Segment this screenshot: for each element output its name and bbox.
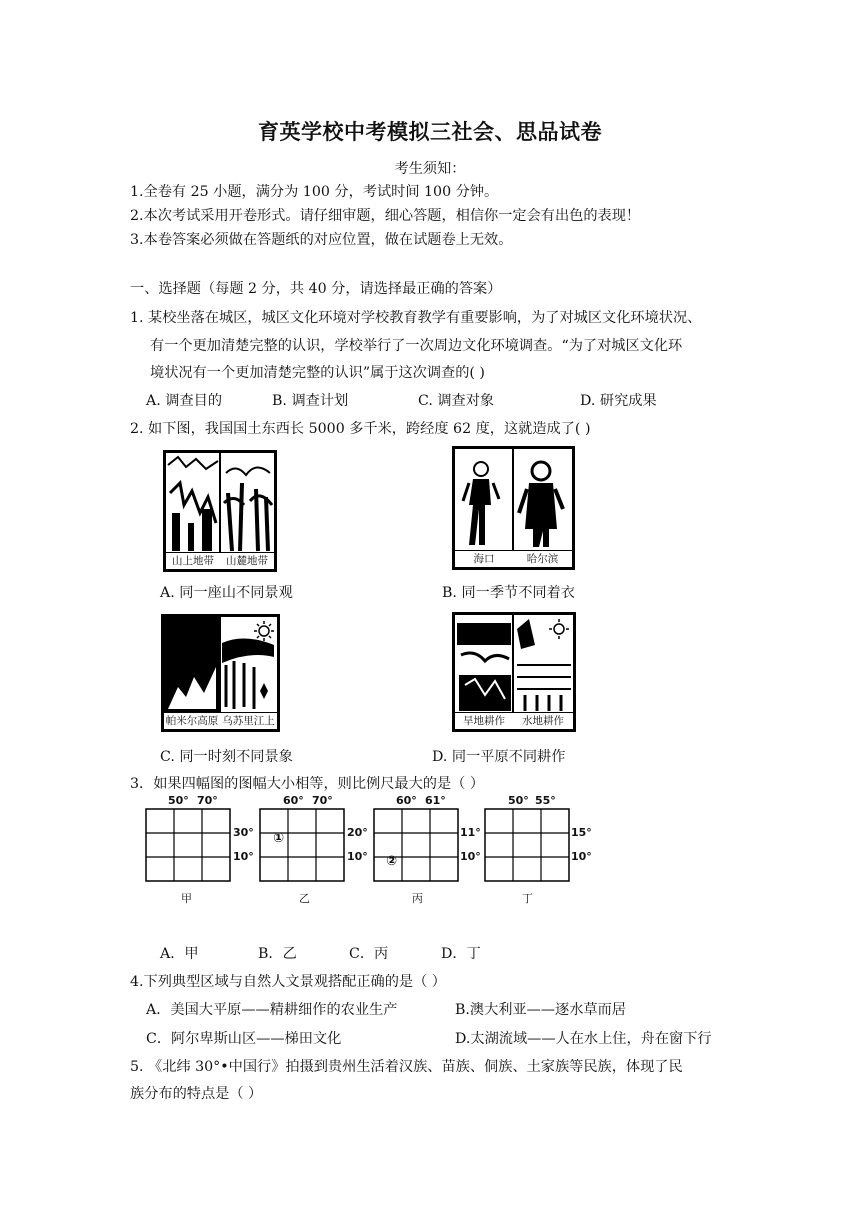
grid-right-label: 10° — [347, 850, 368, 863]
time-illustration — [164, 617, 277, 713]
figure-caption: 帕米尔高原 — [164, 712, 221, 729]
map-grid-jia — [145, 808, 231, 882]
grid-right-label: 30° — [233, 826, 254, 839]
question-1-line: 境状况有一个更加清楚完整的认识”属于这次调查的( ) — [150, 365, 485, 381]
notice-item: 1.全卷有 25 小题，满分为 100 分，考试时间 100 分钟。 — [130, 184, 499, 200]
grid-mark: ② — [386, 854, 398, 869]
grid-top-label: 50° — [508, 794, 529, 807]
clothing-illustration — [455, 449, 572, 551]
figure-same-time — [161, 614, 280, 732]
notice-item: 3.本卷答案必须做在答题纸的对应位置，做在试题卷上无效。 — [130, 232, 513, 248]
section-heading: 一、选择题（每题 2 分，共 40 分，请选择最正确的答案） — [130, 281, 502, 297]
grid-caption: 丁 — [522, 892, 533, 905]
option-c: C. 同一时刻不同景象 — [160, 749, 293, 765]
grid-right-label: 20° — [347, 826, 368, 839]
grid-right-label: 10° — [460, 850, 481, 863]
option-d: D．丁 — [441, 946, 481, 962]
option-d: D. 同一平原不同耕作 — [432, 749, 566, 765]
figure-farming-plain — [452, 612, 576, 732]
question-5-line: 5. 《北纬 30°•中国行》拍摄到贵州生活着汉族、苗族、侗族、土家族等民族，体现了民 — [130, 1059, 683, 1075]
figure-caption: 海口 — [455, 550, 514, 567]
grid-right-label: 11° — [460, 826, 481, 839]
mountain-illustration — [166, 453, 274, 553]
question-1-line: 有一个更加清楚完整的认识，学校举行了一次周边文化环境调查。“为了对城区文化环 — [150, 338, 683, 354]
option-c: C．阿尔卑斯山区——梯田文化 — [146, 1031, 342, 1047]
option-b: B. 同一季节不同着衣 — [442, 585, 575, 601]
page-title: 育英学校中考模拟三社会、思品试卷 — [258, 119, 602, 144]
figure-caption: 旱地耕作 — [455, 712, 514, 729]
grid-caption: 甲 — [181, 892, 192, 905]
option-a: A. 同一座山不同景观 — [160, 585, 293, 601]
figure-mountain-landscape — [163, 450, 277, 572]
figure-caption: 乌苏里江上 — [220, 712, 277, 729]
question-4-stem: 4.下列典型区域与自然人文景观搭配正确的是（ ） — [130, 974, 446, 990]
figure-caption: 山麓地带 — [220, 552, 274, 569]
grid-top-label: 50° — [168, 794, 189, 807]
notice-item: 2.本次考试采用开卷形式。请仔细审题，细心答题，相信你一定会有出色的表现！ — [130, 208, 641, 224]
option-a: A．美国大平原——精耕细作的农业生产 — [146, 1002, 398, 1018]
grid-top-label: 55° — [535, 794, 556, 807]
option-a: A．甲 — [160, 946, 199, 962]
question-3-stem: 3．如果四幅图的图幅大小相等，则比例尺最大的是（ ） — [130, 776, 485, 792]
option-b: B.澳大利亚——逐水草而居 — [455, 1002, 626, 1018]
grid-caption: 丙 — [412, 892, 423, 905]
option-b: B．乙 — [258, 946, 297, 962]
grid-top-label: 70° — [312, 794, 333, 807]
map-grid-ding — [484, 808, 570, 882]
figure-caption: 山上地带 — [166, 552, 221, 569]
option-d: D. 研究成果 — [580, 393, 657, 409]
grid-mark: ① — [273, 831, 285, 846]
grid-top-label: 70° — [197, 794, 218, 807]
option-b: B. 调查计划 — [272, 393, 349, 409]
grid-top-label: 61° — [425, 794, 446, 807]
figure-caption: 哈尔滨 — [513, 550, 572, 567]
notice-heading: 考生须知： — [394, 161, 466, 177]
farming-illustration — [455, 615, 573, 713]
option-c: C．丙 — [349, 946, 389, 962]
option-c: C. 调查对象 — [418, 393, 495, 409]
grid-caption: 乙 — [299, 892, 310, 905]
grid-top-label: 60° — [283, 794, 304, 807]
question-1-line: 1. 某校坐落在城区，城区文化环境对学校教育教学有重要影响，为了对城区文化环境状况、 — [130, 310, 702, 326]
grid-right-label: 10° — [571, 850, 592, 863]
figure-caption: 水地耕作 — [513, 712, 573, 729]
question-2-stem: 2. 如下图，我国国土东西长 5000 多千米，跨经度 62 度，这就造成了( ) — [130, 421, 591, 437]
grid-right-label: 15° — [571, 826, 592, 839]
option-a: A. 调查目的 — [146, 393, 223, 409]
grid-right-label: 10° — [233, 850, 254, 863]
map-grid-bing — [373, 808, 459, 882]
grid-top-label: 60° — [396, 794, 417, 807]
figure-clothing-season — [452, 446, 575, 570]
option-d: D.太湖流域——人在水上住，舟在窗下行 — [455, 1031, 712, 1047]
question-5-line: 族分布的特点是（ ） — [130, 1086, 263, 1102]
map-grid-yi — [259, 808, 345, 882]
